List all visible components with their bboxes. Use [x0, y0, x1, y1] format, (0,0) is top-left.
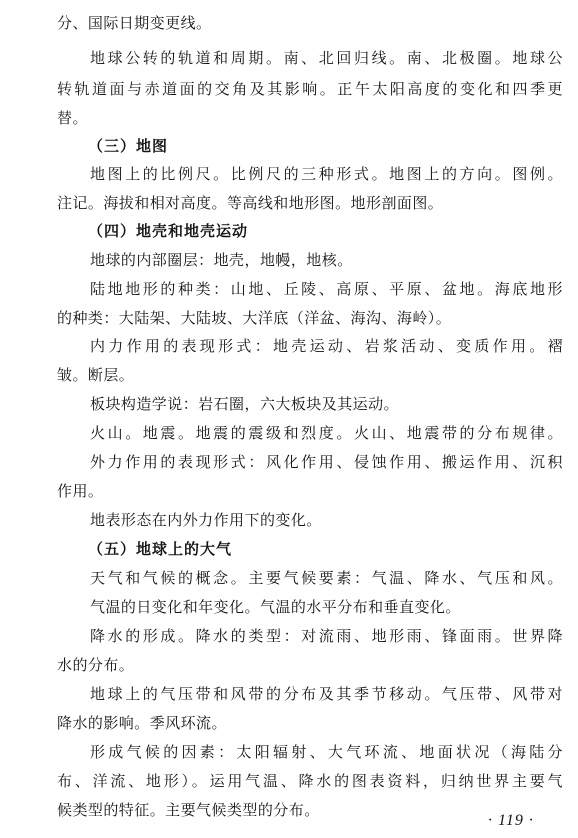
text-line: 地球的内部圈层：地壳，地幔，地核。 [90, 251, 353, 269]
text-line: 板块构造学说：岩石圈，六大板块及其运动。 [90, 395, 400, 413]
text-line: 布、洋流、地形）。运用气温、降水的图表资料，归纳世界主要气 [57, 772, 563, 790]
text-line: 替。 [57, 109, 88, 127]
text-line: 火山。地震。地震的震级和烈度。火山、地震带的分布规律。 [90, 424, 563, 442]
text-line: 转轨道面与赤道面的交角及其影响。正午太阳高度的变化和四季更 [57, 80, 563, 98]
text-line: 的种类：大陆架、大陆坡、大洋底（洋盆、海沟、海岭）。 [57, 309, 452, 327]
text-line: 地表形态在内外力作用下的变化。 [90, 511, 322, 529]
text-line: 降水的形成。降水的类型：对流雨、地形雨、锋面雨。世界降 [90, 627, 563, 645]
text-line: 气温的日变化和年变化。气温的水平分布和垂直变化。 [90, 598, 461, 616]
page-number: · 119 · [488, 812, 534, 829]
text-line: 注记。海拔和相对高度。等高线和地形图。地形剖面图。 [57, 194, 444, 212]
text-line: 水的分布。 [57, 656, 135, 674]
section-heading: （五）地球上的大气 [88, 540, 233, 558]
text-line: 地图上的比例尺。比例尺的三种形式。地图上的方向。图例。 [90, 165, 563, 183]
text-line: 候类型的特征。主要气候类型的分布。 [57, 801, 320, 819]
text-line: 降水的影响。季风环流。 [57, 714, 227, 732]
text-line: 地球公转的轨道和周期。南、北回归线。南、北极圈。地球公 [90, 49, 563, 67]
text-line: 作用。 [57, 482, 104, 500]
text-line: 分、国际日期变更线。 [57, 14, 212, 32]
text-line: 外力作用的表现形式：风化作用、侵蚀作用、搬运作用、沉积 [90, 453, 563, 471]
text-line: 陆地地形的种类：山地、丘陵、高原、平原、盆地。海底地形 [90, 280, 563, 298]
text-line: 地球上的气压带和风带的分布及其季节移动。气压带、风带对 [90, 685, 563, 703]
section-heading: （三）地图 [88, 137, 169, 155]
text-line: 皱。断层。 [57, 366, 135, 384]
text-line: 天气和气候的概念。主要气候要素：气温、降水、气压和风。 [90, 569, 563, 587]
text-line: 形成气候的因素：太阳辐射、大气环流、地面状况（海陆分 [90, 743, 563, 761]
text-line: 内力作用的表现形式：地壳运动、岩浆活动、变质作用。褶 [90, 337, 563, 355]
section-heading: （四）地壳和地壳运动 [88, 222, 249, 240]
